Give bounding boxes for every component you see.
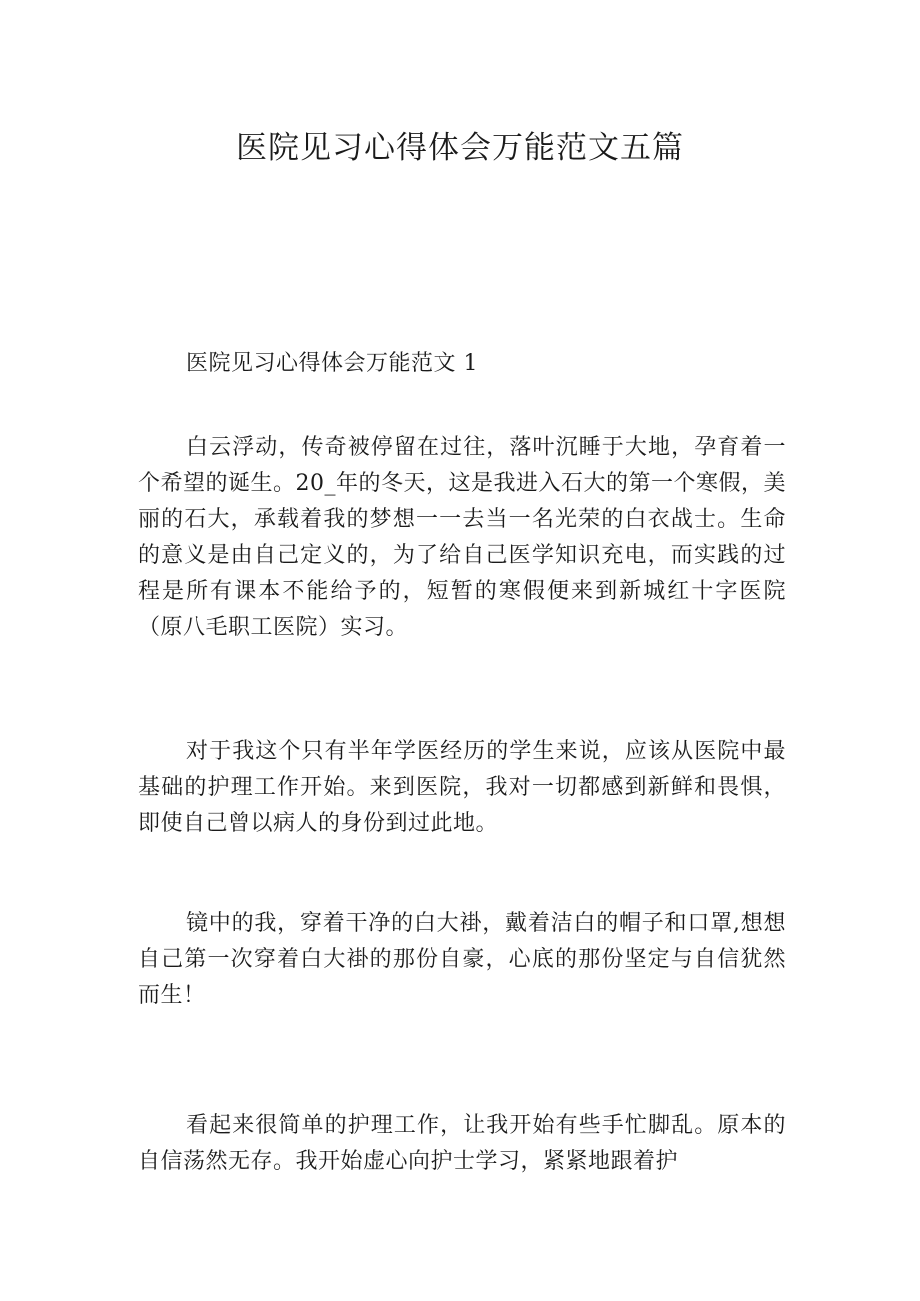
paragraph-1: 白云浮动，传奇被停留在过往，落叶沉睡于大地，孕育着一个希望的诞生。20_年的冬天，这是我进入石大的第一个寒假，美丽的石大，承载着我的梦想一一去当一名光荣的白衣战士。生命的意义是由自己定义的，为了给自己医学知识充电，而实践的过程是所有课本不能给予的，短暂的寒假便来到新城红十字医院（原八毛职工医院）实习。	[138, 435, 786, 640]
paragraph-3: 镜中的我，穿着干净的白大褂，戴着洁白的帽子和口罩,想想自己第一次穿着白大褂的那份自豪，心底的那份坚定与自信犹然而生！	[138, 911, 786, 1008]
paragraph-4: 看起来很简单的护理工作，让我开始有些手忙脚乱。原本的自信荡然无存。我开始虚心向护士学习，紧紧地跟着护	[138, 1113, 786, 1174]
paragraph-2: 对于我这个只有半年学医经历的学生来说，应该从医院中最基础的护理工作开始。来到医院，我对一切都感到新鲜和畏惧，即使自己曾以病人的身份到过此地。	[138, 739, 786, 836]
section-heading: 医院见习心得体会万能范文 1	[186, 351, 478, 376]
document-title: 医院见习心得体会万能范文五篇	[236, 130, 684, 166]
